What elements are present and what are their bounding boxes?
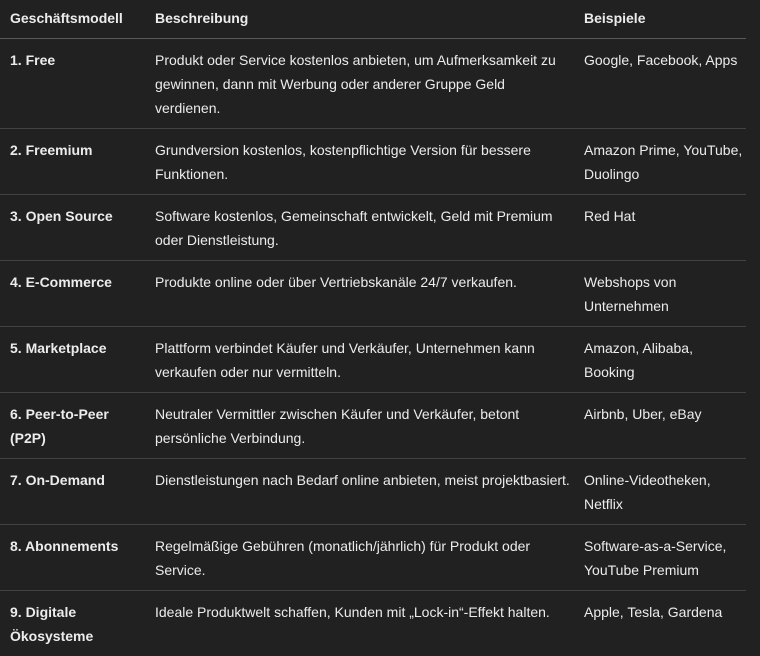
cell-examples: Webshops von Unternehmen xyxy=(574,261,746,327)
cell-description: Regelmäßige Gebühren (monatlich/jährlich) für Produkt oder Service. xyxy=(145,525,574,591)
cell-description: Software kostenlos, Gemeinschaft entwickelt, Geld mit Premium oder Dienstleistung. xyxy=(145,195,574,261)
cell-model: 7. On-Demand xyxy=(0,459,145,525)
cell-description: Ideale Produktwelt schaffen, Kunden mit „Lock-in“-Effekt halten. xyxy=(155,604,550,620)
table-row xyxy=(0,39,746,129)
header-examples: Beispiele xyxy=(574,0,746,39)
cell-examples: Software-as-a-Service, YouTube Premium xyxy=(574,525,746,591)
cell-description: Produkte online oder über Vertriebskanäle 24/7 verkaufen. xyxy=(145,261,574,327)
cell-model: 8. Abonnements xyxy=(0,525,145,591)
cell-model: 3. Open Source xyxy=(0,195,145,261)
cell-model: 2. Freemium xyxy=(0,129,145,195)
table-row xyxy=(0,327,746,393)
cell-examples: Apple, Tesla, Gardena xyxy=(584,604,723,620)
table-row xyxy=(0,261,746,327)
cell-description: Neutraler Vermittler zwischen Käufer und Verkäufer, betont persönliche Verbindung. xyxy=(145,393,574,459)
table-header-row xyxy=(0,0,746,39)
header-model: Geschäftsmodell xyxy=(0,0,145,39)
table-row xyxy=(0,459,746,525)
table-row xyxy=(0,393,746,459)
cell-model: 5. Marketplace xyxy=(0,327,145,393)
cell-model: 6. Peer-to-Peer (P2P) xyxy=(0,393,145,459)
table-row xyxy=(0,525,746,591)
cell-examples: Red Hat xyxy=(574,195,746,261)
cell-model: 4. E-Commerce xyxy=(0,261,145,327)
table-row xyxy=(0,129,746,195)
cell-model: 9. Digitale Ökosysteme xyxy=(10,604,94,644)
cell-description: Produkt oder Service kostenlos anbieten, um Aufmerksamkeit zu gewinnen, dann mit Werbung oder anderer Gruppe Geld verdienen. xyxy=(145,39,574,129)
cell-description: Dienstleistungen nach Bedarf online anbieten, meist projektbasiert. xyxy=(145,459,574,525)
cell-model: 1. Free xyxy=(0,39,145,129)
cell-description: Plattform verbindet Käufer und Verkäufer, Unternehmen kann verkaufen oder nur vermitteln. xyxy=(145,327,574,393)
cell-examples: Google, Facebook, Apps xyxy=(574,39,746,129)
cell-examples: Airbnb, Uber, eBay xyxy=(574,393,746,459)
table-row xyxy=(0,195,746,261)
cell-description: Grundversion kostenlos, kostenpflichtige Version für bessere Funktionen. xyxy=(145,129,574,195)
cell-examples: Online-Videotheken, Netflix xyxy=(574,459,746,525)
table-row xyxy=(0,591,746,656)
cell-examples: Amazon, Alibaba, Booking xyxy=(574,327,746,393)
header-description: Beschreibung xyxy=(145,0,574,39)
cell-examples: Amazon Prime, YouTube, Duolingo xyxy=(574,129,746,195)
